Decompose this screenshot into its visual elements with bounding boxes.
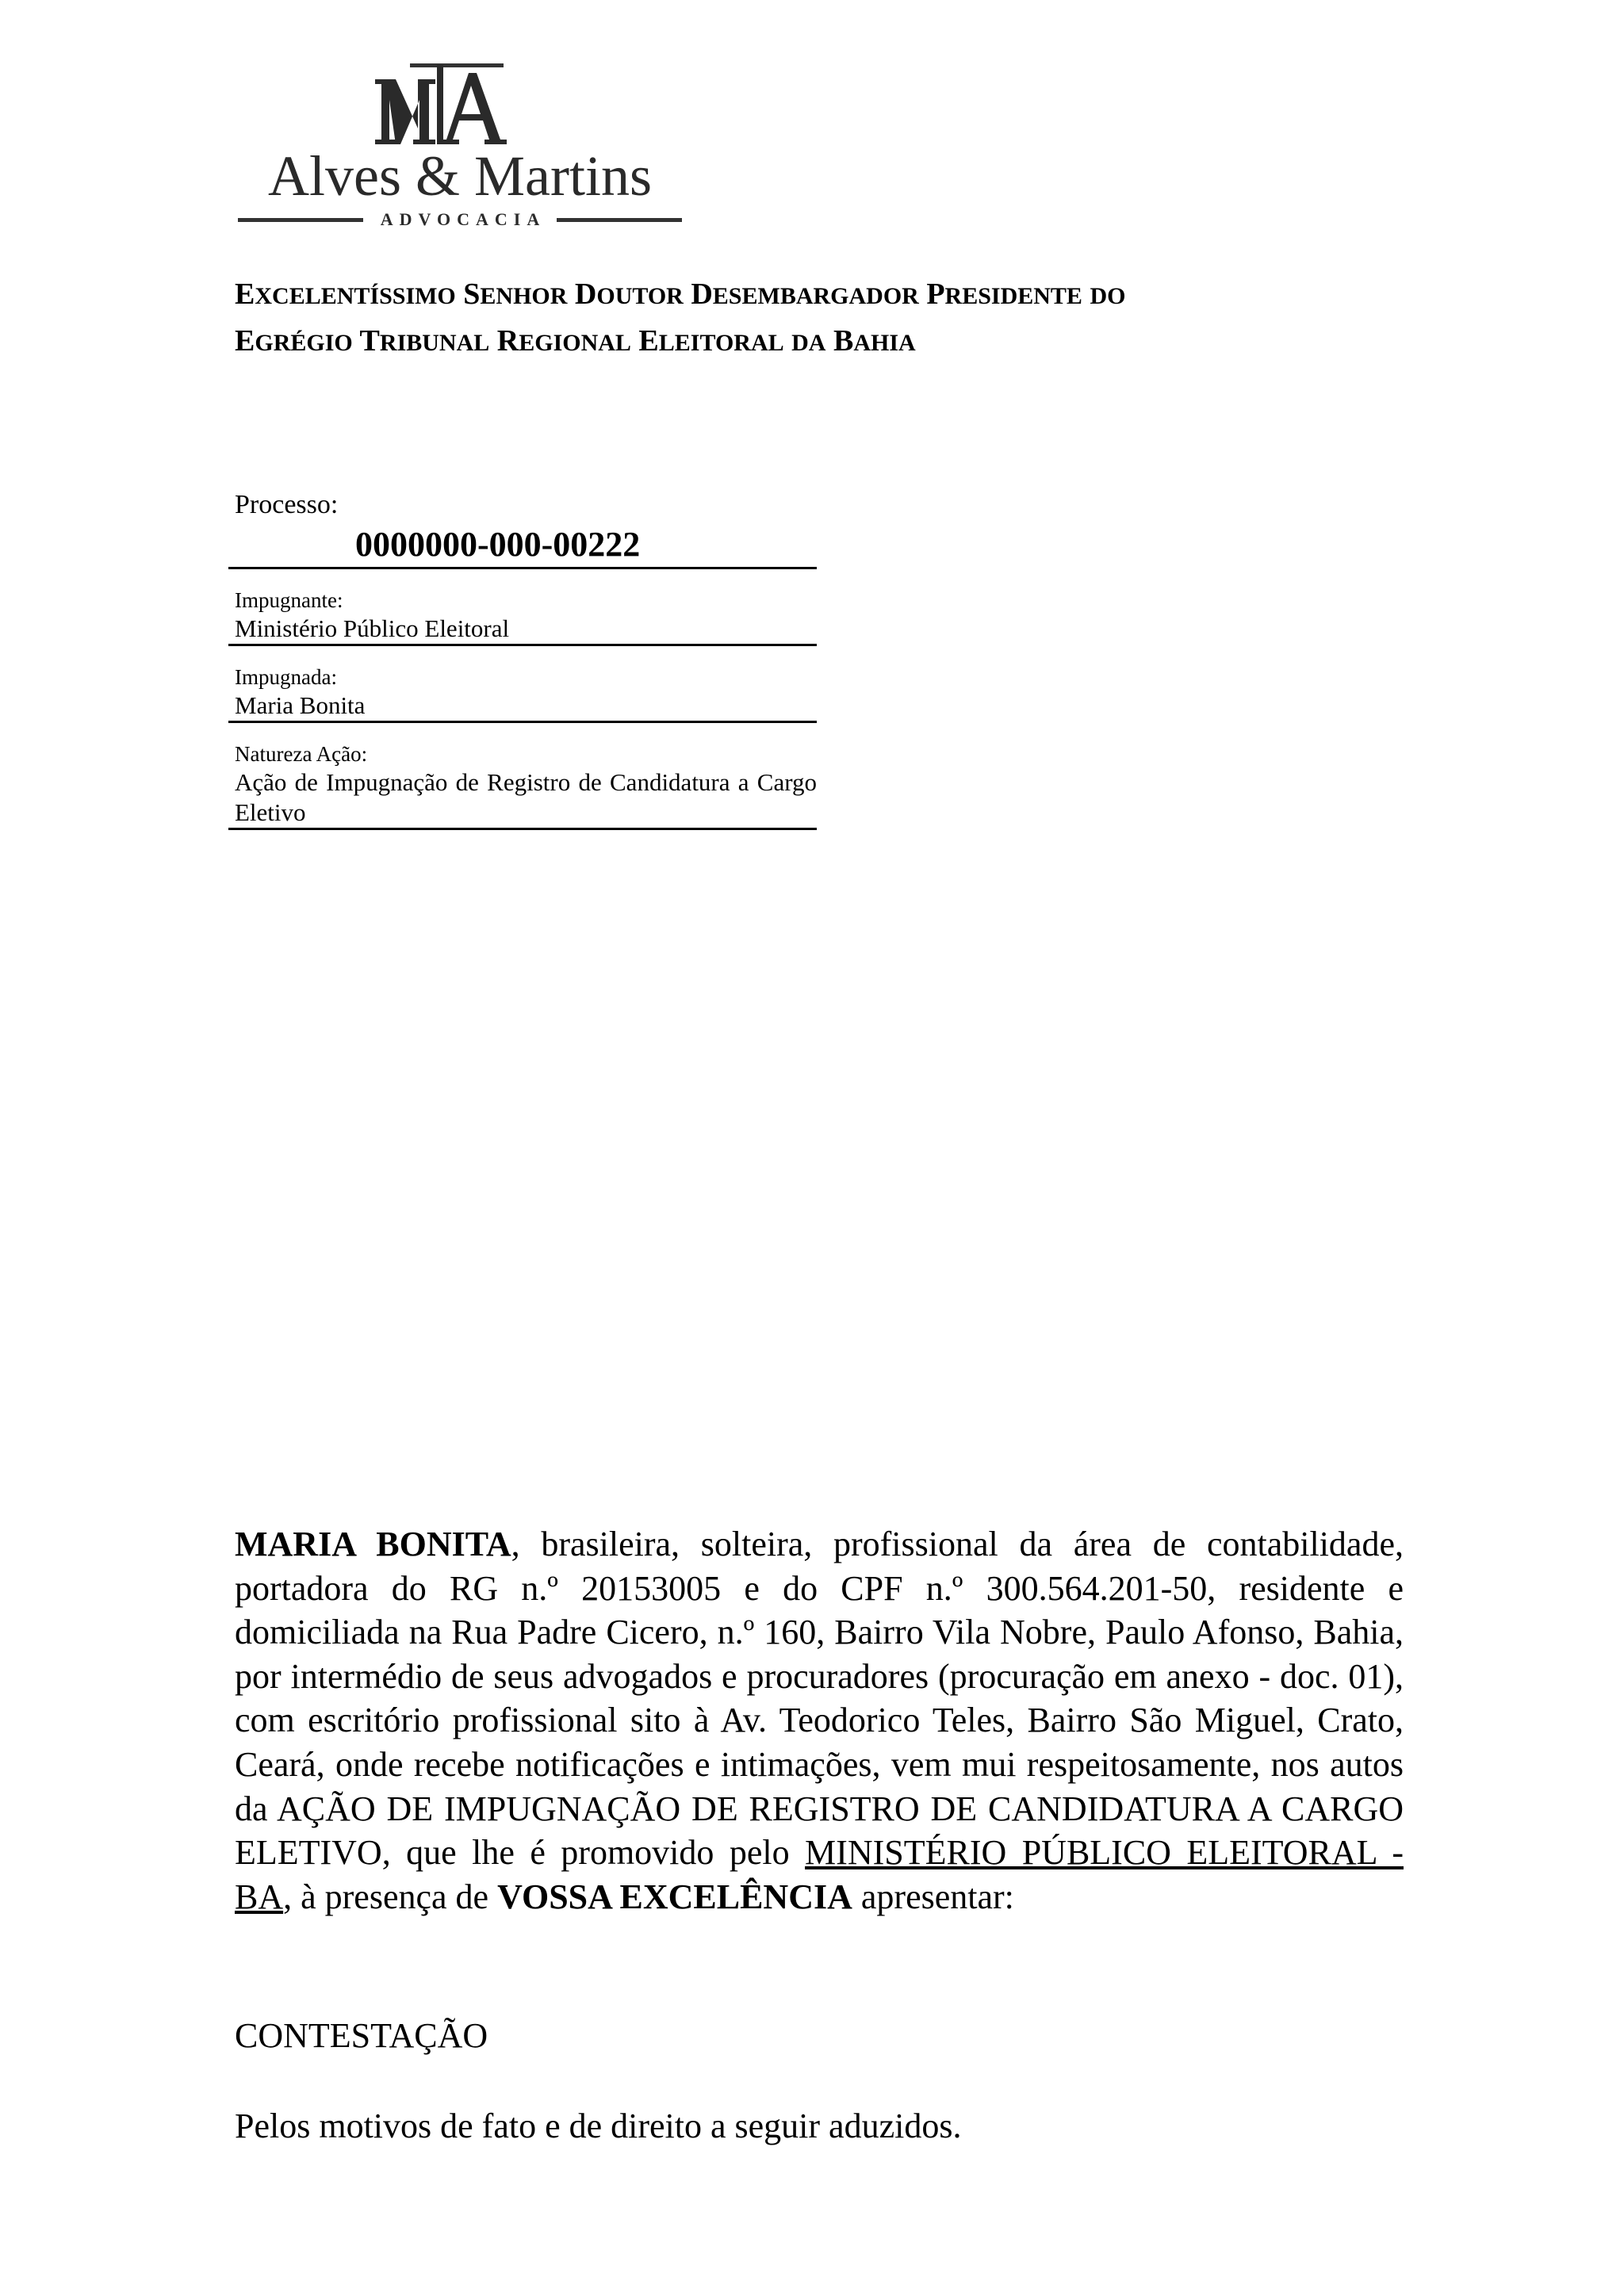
heading-word: EGRÉGIO — [235, 324, 353, 358]
qualification-paragraph — [235, 1522, 1404, 1919]
divider — [228, 644, 817, 646]
impugnante-value: Ministério Público Eleitoral — [235, 614, 510, 642]
party-name: MARIA BONITA — [235, 1525, 511, 1563]
paragraph-text: , brasileira, solteira, profissional da área de contabilidade, portadora do RG n.º 20153005 e do CPF n.º 300.564.201-50, residente e domiciliada na Rua Padre Cicero, n.º 160, Bairro Vila Nobre, Paulo Afonso, Bahia, por intermédio de seus advogados e procuradores (procuração em anexo - doc. 01), com escritório profissional sito à Av. Teodorico Teles, Bairro São Miguel, Crato, Ceará, onde recebe notificações e intimações, vem mui respeitosamente, nos autos da AÇÃO DE IMPUGNAÇÃO DE REGISTRO DE CANDIDATURA A CARGO ELETIVO, que lhe é promovido pelo — [235, 1525, 1404, 1873]
heading-word: DA — [791, 330, 826, 356]
case-info-block — [228, 488, 817, 830]
processo-label: Processo: — [235, 490, 339, 519]
heading-word: PRESIDENTE — [926, 277, 1082, 311]
addressee-heading — [235, 272, 1408, 365]
heading-word: DESEMBARGADOR — [691, 277, 919, 311]
paragraph-text: apresentar: — [852, 1877, 1014, 1916]
firm-tagline: ADVOCACIA — [380, 209, 546, 229]
impugnante-label: Impugnante: — [235, 588, 343, 612]
document-title: CONTESTAÇÃO — [235, 2016, 488, 2055]
heading-word: DOUTOR — [574, 277, 684, 311]
heading-line-1 — [235, 272, 1408, 319]
impugnada-label: Impugnada: — [235, 665, 337, 689]
processo-number: 0000000-000-00222 — [355, 525, 641, 564]
heading-word: DO — [1090, 283, 1126, 309]
tagline-rule-right — [557, 218, 682, 222]
heading-word: REGIONAL — [496, 324, 631, 358]
divider — [228, 828, 817, 830]
divider — [228, 567, 817, 569]
divider — [228, 721, 817, 723]
monogram-mark — [369, 62, 511, 149]
tagline-row — [238, 208, 682, 232]
heading-word: TRIBUNAL — [359, 324, 490, 358]
heading-word: BAHIA — [833, 324, 916, 358]
heading-word: SENHOR — [463, 277, 568, 311]
heading-word: EXCELENTÍSSIMO — [235, 277, 456, 311]
closing-line: Pelos motivos de fato e de direito a seguir aduzidos. — [235, 2107, 962, 2145]
firm-logo — [238, 62, 682, 230]
paragraph-text: , à presença de — [283, 1877, 498, 1916]
natureza-label: Natureza Ação: — [235, 742, 368, 766]
heading-word: ELEITORAL — [638, 324, 784, 358]
addressee: VOSSA EXCELÊNCIA — [497, 1877, 852, 1916]
heading-line-2 — [235, 319, 1408, 365]
impugnada-value: Maria Bonita — [235, 691, 366, 719]
firm-name: Alves & Martins — [268, 144, 652, 208]
natureza-value: Ação de Impugnação de Registro de Candidatura a Cargo Eletivo — [235, 768, 817, 826]
opponent-name: MINISTÉRIO PÚBLICO ELEITORAL - BA — [235, 1833, 1404, 1916]
tagline-rule-left — [238, 218, 363, 222]
